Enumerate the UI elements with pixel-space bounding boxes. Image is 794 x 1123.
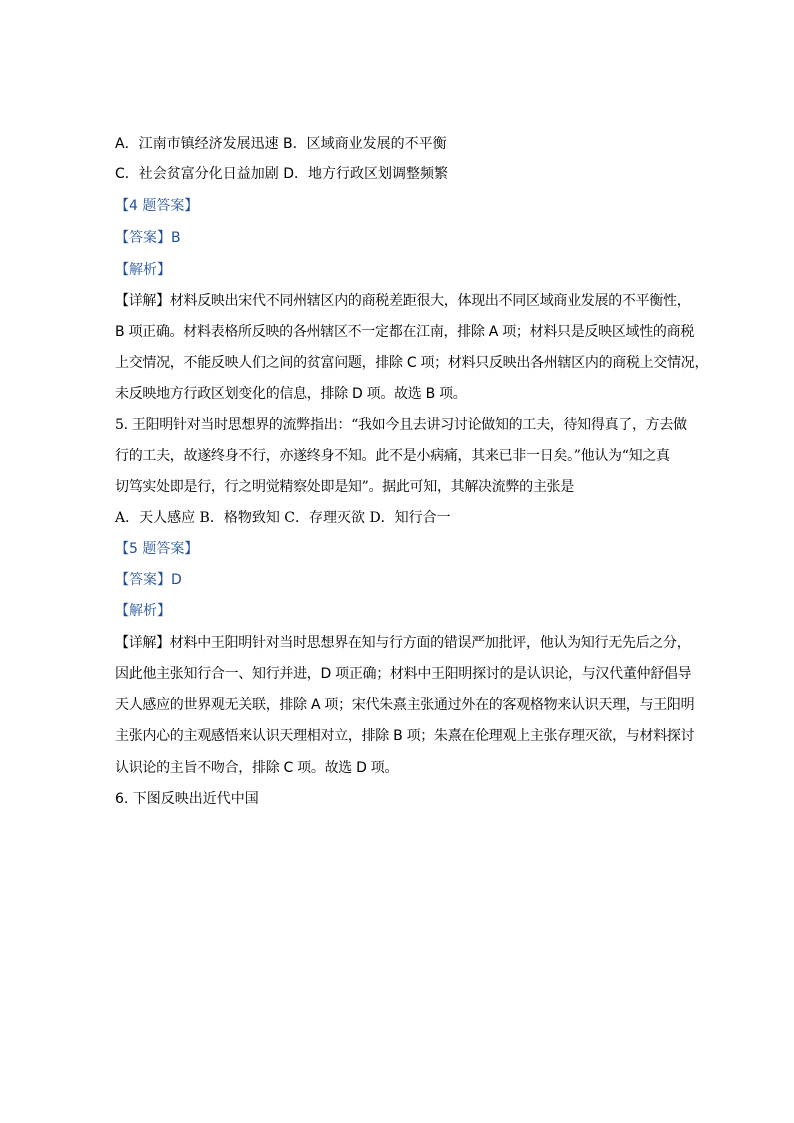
q4-answer-header: 【4 题答案】 <box>115 198 199 214</box>
q4-options-line-1: A．江南市镇经济发展迅速 B．区域商业发展的不平衡 <box>115 136 447 152</box>
q5-stem-line-3: 切笃实处即是行，行之明觉精察处即是知”。据此可知，其解决流弊的主张是 <box>115 479 574 495</box>
q4-options-line-2: C．社会贫富分化日益加剧 D．地方行政区划调整频繁 <box>115 166 449 182</box>
q4-analysis-header: 【解析】 <box>115 262 171 278</box>
q4-answer: 【答案】B <box>115 230 181 246</box>
q4-detail-line-1: 【详解】材料反映出宋代不同州辖区内的商税差距很大，体现出不同区域商业发展的不平衡性， <box>115 293 691 309</box>
q5-detail-line-1: 【详解】材料中王阳明针对当时思想界在知与行方面的错误严加批评，他认为知行无先后之分， <box>115 635 691 651</box>
q5-detail-line-4: 主张内心的主观感悟来认识天理相对立，排除 B 项；朱熹在伦理观上主张存理灭欲，与材料探讨 <box>115 728 695 744</box>
q5-detail-line-5: 认识论的主旨不吻合，排除 C 项。故选 D 项。 <box>115 760 399 776</box>
q5-stem-line-2: 行的工夫，故遂终身不行，亦遂终身不知。此不是小病痛，其来已非一日矣。”他认为“知之真 <box>115 448 670 464</box>
q5-answer: 【答案】D <box>115 572 182 588</box>
q4-detail-line-4: 未反映地方行政区划变化的信息，排除 D 项。故选 B 项。 <box>115 386 467 402</box>
q5-detail-line-2: 因此他主张知行合一、知行并进，D 项正确；材料中王阳明探讨的是认识论，与汉代董仲舒倡导 <box>115 666 692 682</box>
q5-analysis-header: 【解析】 <box>115 603 171 619</box>
q4-detail-line-2: B 项正确。材料表格所反映的各州辖区不一定都在江南，排除 A 项；材料只是反映区域性的商税 <box>115 324 695 340</box>
q5-stem-line-1: 5. 王阳明针对当时思想界的流弊指出：“我如今且去讲习讨论做知的工夫，待知得真了，方去做 <box>115 417 687 433</box>
q5-detail-line-3: 天人感应的世界观无关联，排除 A 项；宋代朱熹主张通过外在的客观格物来认识天理，与王阳明 <box>115 697 695 713</box>
q5-answer-header: 【5 题答案】 <box>115 541 199 557</box>
q4-detail-line-3: 上交情况，不能反映人们之间的贫富问题，排除 C 项；材料只反映出各州辖区内的商税上交情况， <box>115 355 709 371</box>
q6-stem: 6. 下图反映出近代中国 <box>115 791 259 807</box>
q5-options: A．天人感应 B．格物致知 C．存理灭欲 D．知行合一 <box>115 510 451 526</box>
